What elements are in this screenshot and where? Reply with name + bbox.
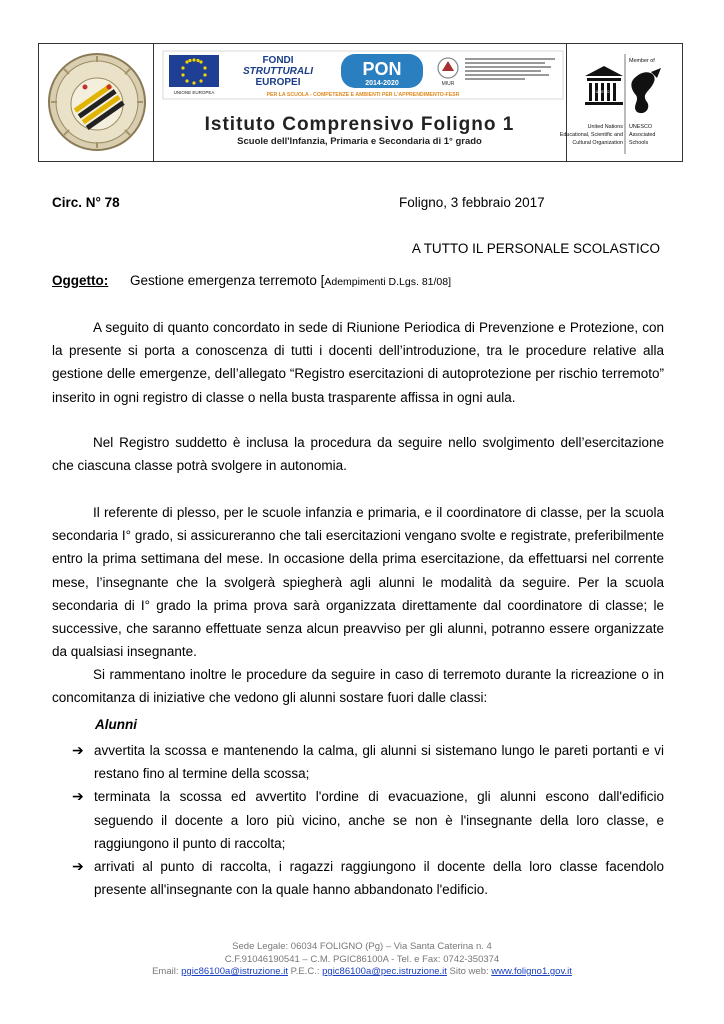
section-heading-alunni: Alunni [95,717,137,732]
footer-contacts [0,966,724,979]
paragraph-text: Si rammentano inoltre le procedure da seguire in caso di terremoto durante la ricreazione o in concomitanza di iniziative che vedono gli alunni sostare fuori dalle classi: [52,667,664,706]
list-item [72,785,664,855]
member-of-label: Member of [629,58,655,64]
unesco-text: Cultural Organization [572,140,623,146]
unesco-text: Associated [629,132,656,138]
unesco-text: UNESCO [629,124,653,130]
footer-address: Sede Legale: 06034 FOLIGNO (Pg) – Via Santa Caterina n. 4 [232,941,492,952]
recipient: A TUTTO IL PERSONALE SCOLASTICO [411,241,660,256]
subject-label: Oggetto: [52,273,109,288]
pon-years: 2014-2020 [365,80,399,87]
subject-reference: Adempimenti D.Lgs. 81/08] [324,276,452,288]
subject-line [52,273,451,288]
europei-text: EUROPEI [255,77,301,88]
pec-link[interactable]: pgic86100a@pec.istruzione.it [322,966,447,977]
arrow-bullet-icon: ➔ [72,858,84,875]
list-item [72,855,664,901]
list-item-text: arrivati al punto di raccolta, i ragazzi raggiungono il docente della loro classe facendolo presente all'insegnante con la quale hanno abbandonato l'edificio. [94,859,664,898]
miur-label: MIUR [441,81,455,87]
arrow-bullet-icon: ➔ [72,788,84,805]
letterhead [38,43,683,162]
fondi-text: FONDI [262,55,294,66]
banner-tagline: PER LA SCUOLA - COMPETENZE E AMBIENTI PER L'APPRENDIMENTO-FESR [266,92,460,98]
footer [0,941,724,979]
paragraph [52,501,664,663]
unesco-text: Educational, Scientific and [559,132,623,138]
email-link[interactable]: pgic86100a@istruzione.it [181,966,288,977]
school-seal-logo [47,52,147,152]
web-label: Sito web: [449,966,489,977]
unesco-text: United Nations [587,124,623,130]
paragraph-text: Nel Registro suddetto è inclusa la procedura da seguire nello svolgimento dell’esercitazione che ciascuna classe potrà svolgere in autonomia. [52,435,664,474]
pon-text: PON [362,59,402,79]
institute-subtitle: Scuole dell'Infanzia, Primaria e Secondaria di 1° grado [237,136,482,147]
arrow-bullet-icon: ➔ [72,742,84,758]
subject-text: Gestione emergenza terremoto [ [130,273,325,288]
pon-fesr-banner [163,51,563,99]
email-label: Email: [152,966,179,977]
eu-label: UNIONE EUROPEA [173,90,215,95]
paragraph [52,663,664,709]
paragraph-text: A seguito di quanto concordato in sede di Riunione Periodica di Prevenzione e Protezione, con la presente si porta a conoscenza di tutti i docenti dell’introduzione, tra le procedure relative alla gestione delle emergenze, dell’allegato “Registro esercitazioni di autoprotezione per rischio terremoto” inserito in ogni registro di classe o nella busta trasparente affissa in ogni aula. [52,320,664,405]
institute-name: Istituto Comprensivo Foligno 1 [204,114,515,135]
list-item [72,739,664,785]
paragraph [52,431,664,477]
divider [566,44,567,161]
unesco-logo-text: UNESCO [595,89,613,94]
pec-label: P.E.C.: [290,966,320,977]
website-link[interactable]: www.foligno1.gov.it [491,966,572,977]
list-item-text: terminata la scossa ed avvertito l'ordine di evacuazione, gli alunni escono dall'edificio seguendo il docente a loro più vicino, anche se non è l'insegnante della loro classe, e raggiungono il punto di raccolta; [94,789,664,851]
footer-codes: C.F.91046190541 – C.M. PGIC86100A - Tel. e Fax: 0742-350374 [224,953,500,965]
procedure-list [72,739,664,901]
paragraph-text: Il referente di plesso, per le scuole infanzia e primaria, e il coordinatore di classe, per la scuola secondaria I° grado, si assicureranno che tali esercitazioni vengano svolte e registrate, preferibilmente entro la prima settimana del mese. In occasione della prima esercitazione, da effettuarsi nel corrente mese, l’insegnante che la svolgerà spiegherà agli alunni le modalità da seguire. Per la scuola secondaria di I° grado la prima prova sarà organizzata direttamente dal coordinatore di classe; le successive, che saranno effettuate senza alcun preavviso per gli alunni, potranno essere organizzate da qualsiasi insegnante. [52,505,664,660]
unesco-text: Schools [629,140,649,146]
paragraph [52,316,664,409]
strutturali-text: STRUTTURALI [243,66,313,77]
unesco-associated-schools-logo [559,50,679,158]
letter-date: Foligno, 3 febbraio 2017 [399,195,545,210]
list-item-text: avvertita la scossa e mantenendo la calma, gli alunni si sistemano lungo le pareti portanti e vi restano fino al termine della scossa; [94,743,664,782]
circular-number: Circ. N° 78 [52,195,120,210]
